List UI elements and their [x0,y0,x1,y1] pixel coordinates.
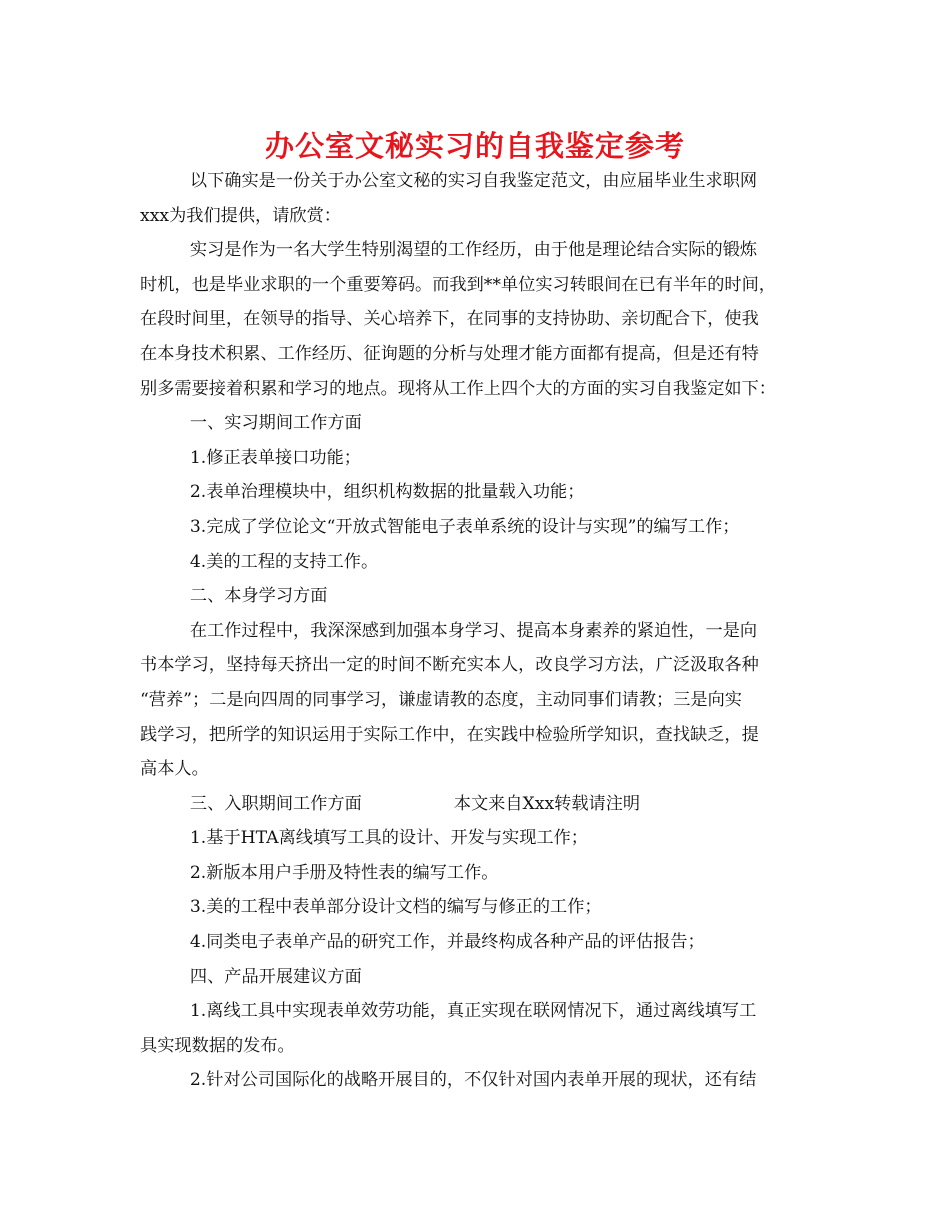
list-item: 1.基于HTA离线填写工具的设计、开发与实现工作； [189,828,588,849]
list-item: 2.新版本用户手册及特性表的编写工作。 [189,862,499,883]
list-item [140,1063,820,1098]
document-body [140,164,820,1098]
paragraph-line: 书本学习，坚持每天挤出一定的时间不断充实本人，改良学习方法，广泛汲取各种 [140,655,759,676]
paragraph-2-cont [140,648,820,786]
list-item-line: 1.离线工具中实现表单效劳功能，真正实现在联网情况下，通过离线填写工 [189,1001,757,1022]
paragraph-line: 别多需要接着积累和学习的地点。现将从工作上四个大的方面的实习自我鉴定如下： [140,378,776,399]
paragraph-line: 高本人。 [140,759,209,780]
paragraph-line: “营养”；二是向四周的同事学习，谦虚请教的态度，主动同事们请教；三是向实 [140,689,742,710]
list-item: 2.表单治理模块中，组织机构数据的批量载入功能； [189,482,585,503]
document-title: 办公室文秘实习的自我鉴定参考 [264,129,685,163]
paragraph-1-cont [140,268,820,406]
section-heading: 三、入职期间工作方面 [189,793,362,814]
list-item [140,994,820,1029]
paragraph-line: 时机，也是毕业求职的一个重要筹码。而我到**单位实习转眼间在已有半年的时间， [140,274,776,295]
paragraph-line: 践学习，把所学的知识运用于实际工作中，在实践中检验所学知识，查找缺乏，提 [140,724,759,745]
list-item-line: 2.针对公司国际化的战略开展目的，不仅针对国内表单开展的现状，还有结 [189,1070,757,1091]
paragraph-2 [140,614,820,649]
paragraph-line: 在本身技术积累、工作经历、征询题的分析与处理才能方面都有提高，但是还有特 [140,343,759,364]
list-item: 4.美的工程的支持工作。 [189,551,379,572]
intro-line: 以下确实是一份关于办公室文秘的实习自我鉴定范文，由应届毕业生求职网 [189,171,758,191]
intro-paragraph-cont [140,199,820,234]
paragraph-line: 在段时间里，在领导的指导、关心培养下，在同事的支持协助、亲切配合下，使我 [140,309,759,330]
section-heading: 四、产品开展建议方面 [189,966,362,987]
list-item-line: 具实现数据的发布。 [140,1035,295,1056]
list-item-cont [140,1029,820,1064]
section-heading: 二、本身学习方面 [189,586,328,607]
list-item: 3.美的工程中表单部分设计文档的编写与修正的工作； [189,897,602,918]
paragraph-line: 实习是作为一名大学生特别渴望的工作经历，由于他是理论结合实际的锻炼 [189,240,758,261]
section-heading: 一、实习期间工作方面 [189,413,362,434]
paragraph-line: 在工作过程中，我深深感到加强本身学习、提高本身素养的紧迫性，一是向 [189,620,758,641]
list-item: 4.同类电子表单产品的研究工作，并最终构成各种产品的评估报告； [189,932,705,953]
list-item: 3.完成了学位论文“开放式智能电子表单系统的设计与实现”的编写工作； [189,516,740,537]
source-note: 本文来自Xxx转载请注明 [453,793,641,814]
intro-line: xxx为我们提供，请欣赏： [140,205,341,226]
paragraph-1 [140,233,820,268]
section-heading-row [140,787,820,822]
intro-paragraph [140,164,820,199]
list-item: 1.修正表单接口功能； [189,447,361,468]
